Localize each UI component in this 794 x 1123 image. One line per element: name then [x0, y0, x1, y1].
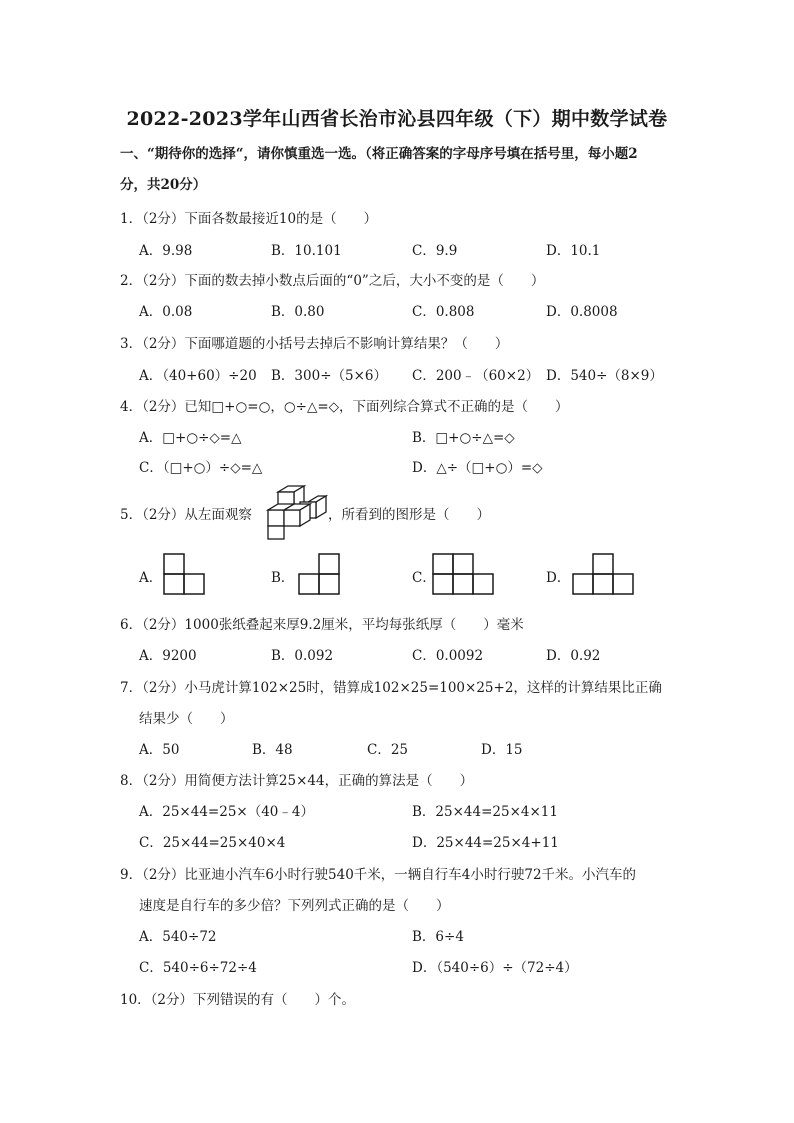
q3-option-b: B．300÷（5×6）	[271, 368, 387, 384]
q1-option-d: D．10.1	[546, 243, 601, 259]
question-7-line2: 结果少（ ）	[139, 711, 234, 727]
section-1-heading-line2: 分，共20分）	[120, 177, 207, 193]
question-5-part1: 5．（2分）从左面观察	[120, 507, 252, 523]
section-1-heading-line1: 一、“期待你的选择“，请你慎重选一选。（将正确答案的字母序号填在括号里，每小题2	[120, 146, 638, 162]
question-9-line1: 9．（2分）比亚迪小汽车6小时行驶540千米，一辆自行车4小时行驶72千米。小汽车的	[120, 867, 637, 883]
question-10: 10．（2分）下列错误的有（ ）个。	[120, 992, 356, 1008]
q7-option-d: D．15	[481, 742, 523, 758]
q7-option-b: B．48	[252, 742, 293, 758]
question-3: 3．（2分）下面哪道题的小括号去掉后不影响计算结果？（ ）	[120, 336, 509, 352]
q8-option-a: A．25×44=25×（40﹣4）	[139, 804, 314, 820]
q3-option-c: C．200﹣（60×2）	[412, 368, 540, 384]
q5-option-d: D．	[546, 570, 571, 586]
q6-option-a: A．9200	[139, 648, 197, 664]
question-2: 2．（2分）下面的数去掉小数点后面的“0”之后，大小不变的是（ ）	[120, 273, 545, 289]
question-4: 4．（2分）已知□+○=○，○÷△=◇，下面列综合算式不正确的是（ ）	[120, 399, 569, 415]
q3-option-a: A．（40+60）÷20	[139, 368, 257, 384]
q8-option-c: C．25×44=25×40×4	[139, 835, 286, 851]
q4-option-d: D．△÷（□+○）=◇	[412, 460, 543, 476]
q4-option-b: B．□+○÷△=◇	[412, 430, 515, 446]
q5-option-c: C．	[412, 570, 436, 586]
q2-option-a: A．0.08	[139, 304, 193, 320]
q9-option-c: C．540÷6÷72÷4	[139, 960, 257, 976]
page-title: 2022-2023学年山西省长治市沁县四年级（下）期中数学试卷	[126, 108, 668, 130]
q6-option-c: C．0.0092	[412, 648, 484, 664]
q9-option-a: A．540÷72	[139, 929, 217, 945]
q5-option-d-figure	[571, 552, 637, 598]
q2-option-b: B．0.80	[271, 304, 325, 320]
question-1: 1．（2分）下面各数最接近10的是（ ）	[120, 211, 378, 227]
q7-option-a: A．50	[139, 742, 180, 758]
question-6: 6．（2分）1000张纸叠起来厚9.2厘米，平均每张纸厚（ ）毫米	[120, 617, 524, 633]
q8-option-b: B．25×44=25×4×11	[412, 804, 558, 820]
q2-option-d: D．0.8008	[546, 304, 618, 320]
q5-option-c-figure	[431, 552, 497, 598]
q9-option-b: B．6÷4	[412, 929, 464, 945]
question-7-line1: 7．（2分）小马虎计算102×25时，错算成102×25=100×25+2，这样的计算结果比正确	[120, 680, 662, 696]
q7-option-c: C．25	[367, 742, 409, 758]
q3-option-d: D．540÷（8×9）	[546, 368, 663, 384]
q5-option-b: B．	[271, 570, 295, 586]
q9-option-d: D．（540÷6）÷（72÷4）	[412, 960, 578, 976]
q4-option-c: C．（□+○）÷◇=△	[139, 460, 263, 476]
cube-stack-figure	[264, 484, 328, 540]
q1-option-c: C．9.9	[412, 243, 458, 259]
q5-option-a-figure	[162, 552, 208, 598]
q6-option-b: B．0.092	[271, 648, 334, 664]
q8-option-d: D．25×44=25×4+11	[412, 835, 559, 851]
q6-option-d: D．0.92	[546, 648, 601, 664]
q2-option-c: C．0.808	[412, 304, 475, 320]
question-8: 8．（2分）用简便方法计算25×44，正确的算法是（ ）	[120, 773, 474, 789]
question-9-line2: 速度是自行车的多少倍？下列列式正确的是（ ）	[139, 898, 450, 914]
q5-option-b-figure	[297, 552, 343, 598]
q1-option-b: B．10.101	[271, 243, 342, 259]
question-5-part2: ，所看到的图形是（ ）	[328, 507, 490, 523]
q5-option-a: A．	[139, 570, 163, 586]
q4-option-a: A．□+○÷◇=△	[139, 430, 242, 446]
q1-option-a: A．9.98	[139, 243, 193, 259]
